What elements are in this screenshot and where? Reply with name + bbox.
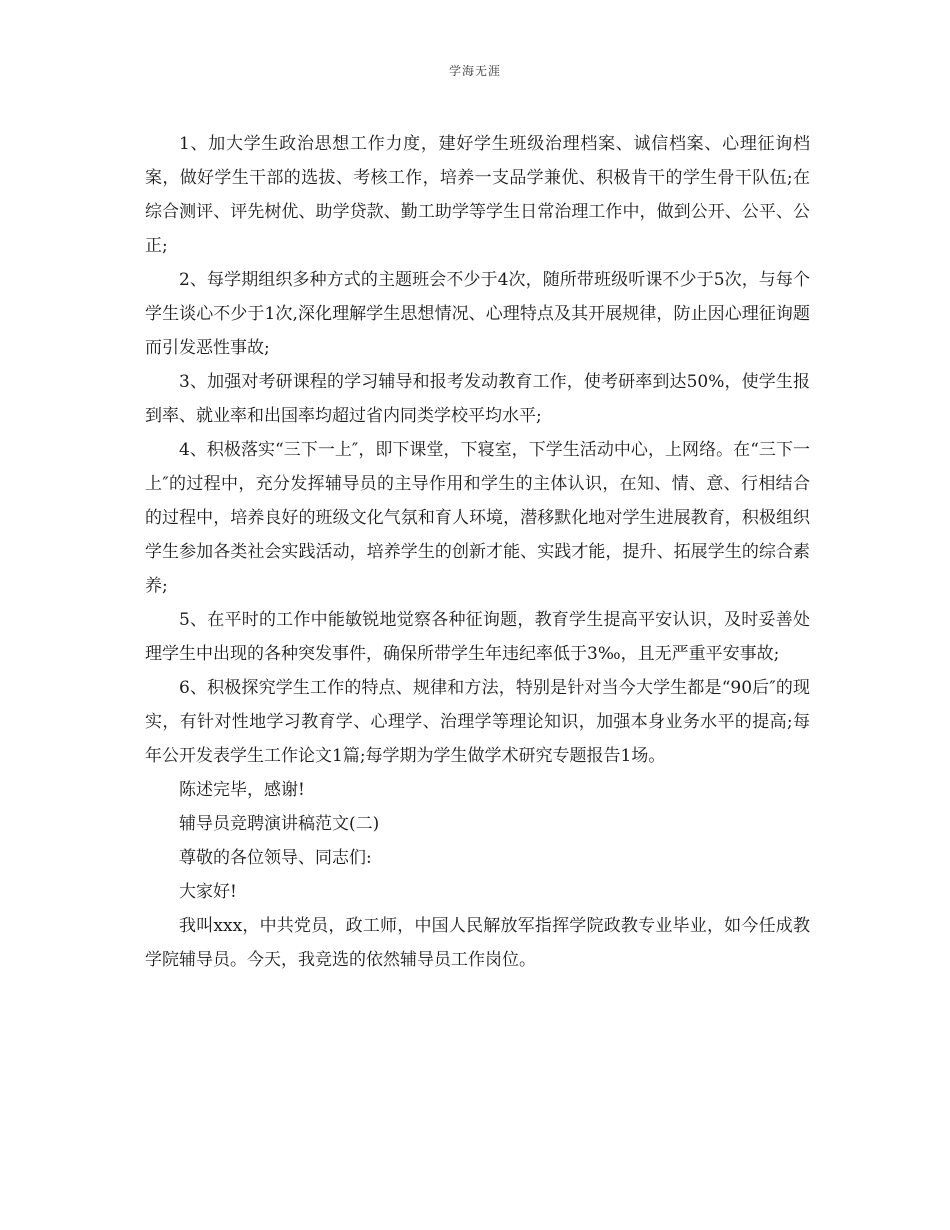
closing-line: 陈述完毕，感谢! bbox=[179, 780, 305, 800]
paragraph-1: 1、加大学生政治思想工作力度，建好学生班级治理档案、诚信档案、心理征询档案，做好学生干部的选拔、考核工作，培养一支品学兼优、积极肯干的学生骨干队伍;在综合测评、评先树优、助学贷款、勤工助学等学生日常治理工作中，做到公开、公平、公正; bbox=[145, 134, 810, 256]
introduction-paragraph: 我叫xxx，中共党员，政工师，中国人民解放军指挥学院政教专业毕业，如今任成教学院辅导员。今天，我竞选的依然辅导员工作岗位。 bbox=[145, 916, 810, 970]
page-header: 学海无涯 bbox=[448, 64, 501, 78]
section-title: 辅导员竞聘演讲稿范文(二) bbox=[179, 814, 380, 834]
paragraph-5: 5、在平时的工作中能敏锐地觉察各种征询题，教育学生提高平安认识，及时妥善处理学生中出现的各种突发事件，确保所带学生年违纪率低于3‰，且无严重平安事故; bbox=[145, 610, 810, 664]
paragraph-4: 4、积极落实“三下一上″，即下课堂，下寝室，下学生活动中心，上网络。在“三下一上″的过程中，充分发挥辅导员的主导作用和学生的主体认识，在知、情、意、行相结合的过程中，培养良好的班级文化气氛和育人环境，潜移默化地对学生进展教育，积极组织学生参加各类社会实践活动，培养学生的创新才能、实践才能，提升、拓展学生的综合素养; bbox=[145, 440, 810, 596]
salutation: 尊敬的各位领导、同志们: bbox=[179, 848, 372, 868]
document-body bbox=[145, 127, 810, 977]
paragraph-6: 6、积极探究学生工作的特点、规律和方法，特别是针对当今大学生都是“90后″的现实，有针对性地学习教育学、心理学、治理学等理论知识，加强本身业务水平的提高;每年公开发表学生工作论文1篇;每学期为学生做学术研究专题报告1场。 bbox=[145, 678, 810, 766]
paragraph-2: 2、每学期组织多种方式的主题班会不少于4次，随所带班级听课不少于5次，与每个学生谈心不少于1次,深化理解学生思想情况、心理特点及其开展规律，防止因心理征询题而引发恶性事故; bbox=[145, 270, 810, 358]
paragraph-3: 3、加强对考研课程的学习辅导和报考发动教育工作，使考研率到达50%，使学生报到率、就业率和出国率均超过省内同类学校平均水平; bbox=[145, 372, 810, 426]
greeting: 大家好! bbox=[179, 882, 237, 902]
